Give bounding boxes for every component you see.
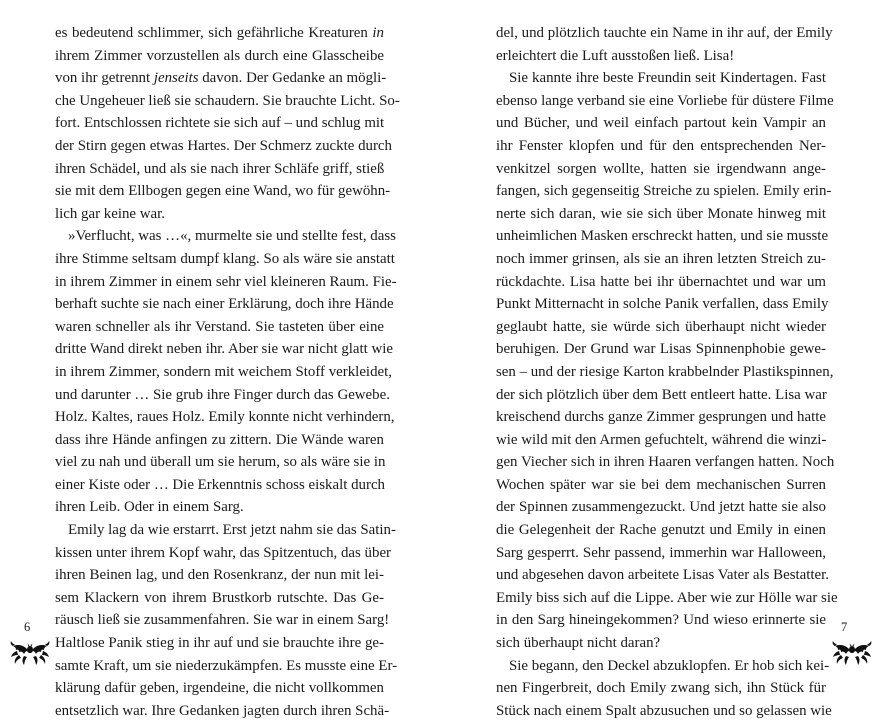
text-line (55, 429, 384, 452)
right-page (440, 0, 880, 719)
text-line (496, 406, 826, 429)
text-line (496, 135, 826, 158)
line-text: der sich plötzlich über dem Bett entleert hatte. Lisa war (496, 386, 827, 403)
text-line (496, 271, 826, 294)
text-line (496, 67, 826, 90)
line-text: es bedeutend schlimmer, sich gefährliche Kreaturen (55, 25, 373, 41)
text-line (55, 112, 384, 135)
line-text: berhaft suchte sie nach einer Erklärung, doch ihre Hände (55, 296, 394, 313)
line-text: sem Klackern von ihrem Brustkorb rutschte. Das Ge- (55, 589, 384, 606)
line-text: ihrem Zimmer vorzustellen als durch eine Glasscheibe (55, 47, 384, 64)
line-text: der Stirn gegen etwas Hartes. Der Schmerz zuckte durch (55, 137, 392, 154)
line-text: samte Kraft, um sie niederzukämpfen. Es musste eine Er- (55, 657, 398, 674)
bat-flourish-icon (9, 637, 51, 667)
line-text: lich gar keine war. (55, 205, 165, 222)
line-text: ihren Beinen lag, und den Rosenkranz, der nun mit lei- (55, 567, 384, 584)
text-line (496, 316, 826, 339)
line-text: in ihrem Zimmer in einem sehr viel kleineren Raum. Fie- (55, 273, 397, 290)
text-line (55, 655, 398, 678)
line-text: unheimlichen Masken erschreckt hatten, und sie musste (496, 228, 829, 245)
line-text: ihre Stimme seltsam dumpf klang. So als wäre sie anstatt (55, 250, 395, 267)
text-line (55, 271, 397, 294)
text-line (496, 609, 826, 632)
text-line (496, 293, 829, 316)
line-text: fangen, sich gegenseitig Streiche zu spielen. Emily erin- (496, 183, 832, 200)
text-line (55, 361, 392, 384)
line-text: räusch ließ sie zusammenfahren. Sie war in einem Sarg! (55, 612, 390, 629)
left-page (0, 0, 440, 719)
text-line (55, 496, 384, 519)
line-text: noch immer grinsen, als sie an ihren letzten Streich zu- (496, 250, 826, 267)
line-text: Sarg gesperrt. Sehr passend, immerhin war Halloween, (496, 544, 826, 561)
line-text: entsetzlich war. Ihre Gedanken jagten durch ihren Schä- (55, 702, 390, 719)
line-text: beruhigen. Der Grund war Lisas Spinnenphobie gewe- (496, 341, 826, 358)
line-text: sen – und der riesige Karton krabbelnder Plastikspinnen, (496, 363, 834, 380)
line-text: del, und plötzlich tauchte ein Name in ihr auf, der Emily (496, 25, 833, 41)
line-text: che Ungeheuer ließ sie schaudern. Sie brauchte Licht. So- (55, 92, 400, 109)
line-text: der Spinnen zusammengezuckt. Und jetzt hatte sie also (496, 499, 826, 516)
emphasis-text: in (372, 25, 384, 41)
line-text: Holz. Kaltes, raues Holz. Emily konnte nicht verhindern, (55, 409, 395, 426)
text-line (496, 587, 838, 610)
text-line (496, 158, 826, 181)
text-line (55, 316, 384, 339)
line-text: und darunter … Sie grub ihre Finger durch das Gewebe. (55, 386, 390, 403)
line-text: »Verflucht, was …«, murmelte sie und stellte fest, dass (68, 228, 396, 245)
text-line (55, 45, 384, 68)
right-text-column (496, 22, 838, 722)
text-line (55, 225, 396, 248)
line-text: klärung dafür geben, irgendeine, die nicht vollkommen (55, 680, 384, 697)
text-line (55, 700, 390, 722)
line-text: kreischend durchs ganze Zimmer gesprungen und hatte (496, 409, 826, 426)
text-line (55, 158, 384, 181)
text-line (496, 542, 826, 565)
line-text: gen Viecher sich in ihren Haaren verfangen hatten. Noch (496, 454, 835, 471)
page-number-right: 7 (841, 620, 848, 634)
text-line (496, 451, 835, 474)
text-line (55, 22, 384, 45)
page-number-left: 6 (24, 620, 31, 634)
text-line (55, 542, 392, 565)
text-line (496, 180, 832, 203)
text-line (55, 67, 387, 90)
line-text: rückdachte. Lisa hatte bei ihr übernachtet und war um (496, 273, 826, 290)
line-text: einer Kiste oder … Die Erkenntnis schoss eiskalt durch (55, 476, 385, 493)
emphasis-text: jenseits (153, 70, 199, 87)
line-text: Wochen später war sie bei dem mechanischen Surren (496, 476, 826, 493)
text-line (496, 632, 826, 655)
line-text: Haltlose Panik stieg in ihr auf und sie brauchte ihre ge- (55, 635, 384, 652)
text-line (55, 180, 391, 203)
text-line (55, 293, 394, 316)
line-text: ebenso lange verband sie eine Vorliebe für düstere Filme (496, 92, 834, 109)
line-text: sich überhaupt nicht daran? (496, 635, 661, 652)
line-text: und abgesehen davon arbeitete Lisas Vater als Bestatter. (496, 567, 829, 584)
line-text: erleichtert die Luft ausstoßen ließ. Lisa! (496, 47, 735, 64)
text-line (55, 677, 384, 700)
text-line (496, 655, 830, 678)
text-line (55, 90, 400, 113)
line-text: nen Fingerbreit, doch Emily zwang sich, ihn Stück für (496, 680, 826, 697)
line-text: waren schneller als ihr Verstand. Sie tasteten über eine (55, 318, 384, 335)
line-text: ihr Fenster klopfen und für den entsprechenden Ner- (496, 137, 826, 154)
text-line (55, 451, 384, 474)
text-line (55, 406, 395, 429)
text-line (55, 248, 395, 271)
text-line (496, 519, 826, 542)
text-line (55, 564, 384, 587)
text-line (55, 135, 392, 158)
line-text: dritte Wand direkt neben ihr. Aber sie war nicht glatt wie (55, 341, 394, 358)
text-line (496, 90, 834, 113)
text-line (496, 677, 826, 700)
text-line (55, 384, 390, 407)
line-text: in den Sarg hineingekommen? Und wieso erinnerte sie (496, 612, 826, 629)
line-text: ihren Leib. Oder in einem Sarg. (55, 499, 244, 516)
line-text: dass ihre Hände anfingen zu zittern. Die Wände waren (55, 431, 384, 448)
line-text: und Bücher, und weil einfach partout kein Vampir an (496, 115, 826, 132)
line-text: wie wild mit den Armen gefuchtelt, während die winzi- (496, 431, 827, 448)
line-text: geglaubt hatte, sie würde sich überhaupt nicht wieder (496, 318, 826, 335)
text-line (496, 361, 834, 384)
line-text: in ihrem Zimmer, sondern mit weichem Stoff verkleidet, (55, 363, 392, 380)
text-line (55, 203, 384, 226)
text-line (496, 700, 832, 722)
text-line (496, 22, 833, 45)
line-text-continued: davon. Der Gedanke an mögli- (198, 70, 387, 87)
line-text: von ihr getrennt (55, 70, 154, 87)
line-text: venkitzel sorgen wollte, hatten sie irgendwann ange- (496, 160, 826, 177)
text-line (496, 474, 826, 497)
line-text: fort. Entschlossen richtete sie sich auf – und schlug mit (55, 115, 385, 132)
line-text: die Gelegenheit der Rache genutzt und Emily in einen (496, 522, 826, 539)
line-text: Emily biss sich auf die Lippe. Aber wie zur Hölle war sie (496, 589, 838, 606)
text-line (496, 429, 826, 452)
line-text: ihren Schädel, und als sie nach ihrer Schläfe griff, stieß (55, 160, 385, 177)
text-line (55, 519, 396, 542)
line-text: Punkt Mitternacht in solche Panik verfallen, dass Emily (496, 296, 829, 313)
text-line (496, 225, 829, 248)
text-line (496, 203, 826, 226)
line-text: kissen unter ihrem Kopf wahr, das Spitzentuch, das über (55, 544, 392, 561)
text-line (55, 474, 384, 497)
line-text: Sie kannte ihre beste Freundin seit Kindertagen. Fast (509, 70, 826, 87)
line-text: viel zu nah und überall um sie herum, so als wäre sie in (55, 454, 386, 471)
text-line (496, 564, 829, 587)
text-line (55, 587, 384, 610)
left-text-column (55, 22, 400, 722)
text-line (496, 112, 826, 135)
text-line (496, 45, 826, 68)
text-line (55, 632, 384, 655)
text-line (496, 248, 826, 271)
text-line (496, 384, 826, 407)
line-text: Sie begann, den Deckel abzuklopfen. Er hob sich kei- (509, 657, 830, 674)
line-text: Stück nach einem Spalt abzusuchen und so gelassen wie (496, 702, 832, 719)
text-line (496, 496, 826, 519)
text-line (55, 609, 390, 632)
text-line (496, 338, 826, 361)
line-text: nerte sich daran, wie sie sich über Monate hinweg mit (496, 205, 826, 222)
line-text: Emily lag da wie erstarrt. Erst jetzt nahm sie das Satin- (68, 522, 396, 539)
line-text: sie mit dem Ellbogen gegen eine Wand, wo für gewöhn- (55, 183, 391, 200)
bat-flourish-icon (831, 637, 873, 667)
text-line (55, 338, 394, 361)
